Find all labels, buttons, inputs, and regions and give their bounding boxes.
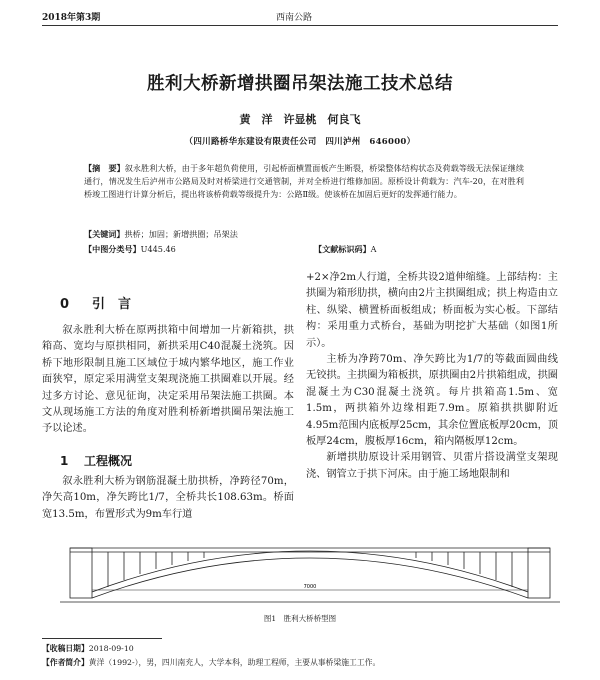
doccode-text: A [370,244,377,254]
paragraph: 叙永胜利大桥为钢筋混凝土肋拱桥，净跨径70m，净矢高10m，净矢跨比1/7，全桥共长108.63m。桥面宽13.5m，布置形式为9m车行道 [42,476,294,520]
authors: 黄 洋 许显桃 何良飞 [239,113,361,126]
section-title: 工程概况 [84,454,133,468]
clc-text: U445.46 [140,244,176,254]
section-number: 0 [60,297,70,312]
keywords-text: 拱桥；加固；新增拱圈；吊架法 [124,229,238,239]
paragraph: 新增拱肋原设计采用钢管、贝雷片搭设满堂支架现浇、钢管立于拱下河床。由于施工场地限制和 [306,452,558,480]
arch-outer [92,558,528,598]
section-heading-intro [60,293,131,312]
clc-label: 【中图分类号】 [84,244,141,254]
footnote-received [42,643,134,654]
journal-name: 西南公路 [276,13,313,23]
document-code [314,244,377,255]
spandrel-columns [108,552,512,587]
figure-caption: 图1 胜利大桥桥型图 [263,614,337,623]
abstract-label: 【摘 要】 [84,163,125,173]
footnote-label: 【收稿日期】 [42,644,89,653]
footnote-text: 黄洋（1992-），男，四川南充人，大学本科，助理工程师，主要从事桥梁施工工作。 [88,658,381,667]
affiliation: （四川路桥华东建设有限责任公司 四川泸州 646000） [184,137,416,147]
abstract-text: 叙永胜利大桥，由于多年超负荷使用，引起桥面横置面板产生断裂，桥梁整体结构状态及荷载等级无法保证继续通行，情况发生后泸州市公路局及时对桥梁进行交通管制，并对全桥进行维修加固。原桥设计荷载为：汽车-20，在对胜利桥竣工图进行计算分析后，提出将该桥荷载等级提升为：公路Ⅱ级。使该桥在加固后更好的发挥通行能力。 [84,163,524,199]
page-header [42,11,558,26]
paragraph: +2×净2m人行道，全桥共设2道伸缩缝。上部结构：主拱圈为箱形肋拱，横向由2片主拱圈组成；拱上构造由立柱、纵梁、横置桥面板组成；桥面板为实心板。下部结构：采用重力式桥台，基础为明挖扩大基础（如图1所示）。 [306,272,558,349]
right-abutment [528,548,550,598]
doccode-label: 【文献标识码】 [314,244,371,254]
intro-body [42,323,294,438]
abstract [84,162,524,201]
clc-number [84,244,176,255]
right-column [306,270,558,483]
overview-body [42,474,294,523]
section-title: 引 言 [92,297,132,312]
section-heading-overview [60,452,132,469]
bridge-elevation-figure [60,540,560,610]
issue-label: 2018年第3期 [42,13,101,23]
keywords-label: 【关键词】 [84,229,125,239]
section-number: 1 [60,454,69,468]
footnote-text: 2018-09-10 [88,644,134,653]
paragraph: 叙永胜利大桥在原两拱箱中间增加一片新箱拱，拱箱高、宽均与原拱相同，新拱采用C40混凝土浇筑。因桥下地形限制且施工区域位于城内繁华地区，施工作业面狭窄，原定采用满堂支架现浇施工拱圈难以开展。经过多方讨论、意见征询，决定采用吊架法施工拱圈。本文从现场施工方法的角度对胜利桥新增拱圈吊架法施工予以论述。 [42,325,294,435]
dimension-label: 7000 [303,584,317,590]
paper-title: 胜利大桥新增拱圈吊架法施工技术总结 [147,74,453,94]
footnote-author [42,657,380,668]
keywords [84,229,238,240]
footnote-label: 【作者简介】 [42,658,89,667]
left-abutment [70,548,92,598]
paragraph: 主桥为净跨70m、净矢跨比为1/7的等截面圆曲线无铰拱。主拱圈为箱板拱，原拱圈由2片拱箱组成，拱圈混凝土为C30混凝土浇筑。每片拱箱高1.5m、宽1.5m，两拱箱外边缘相距7.9m。原箱拱拱脚附近4.95m范围内底板厚25cm，其余位置底板厚20cm，顶板厚24cm，腹板厚16cm，箱内隔板厚12cm。 [306,354,558,448]
footnote-divider [42,638,162,639]
